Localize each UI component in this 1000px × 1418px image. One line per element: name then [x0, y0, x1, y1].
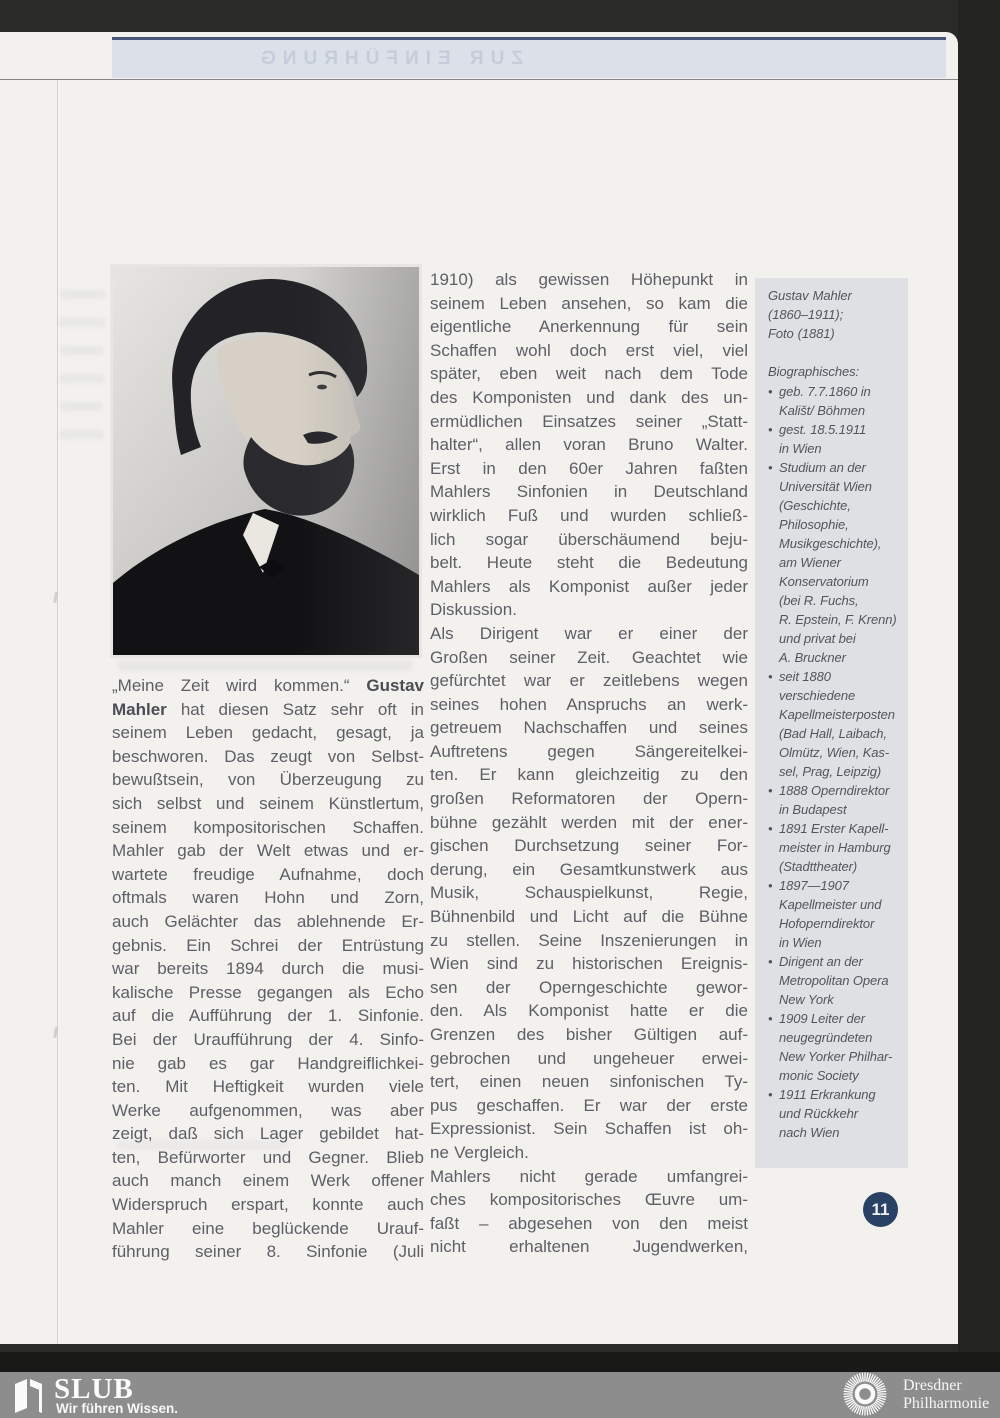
- portrait-illustration: [113, 267, 419, 655]
- philharmonie-wordmark: [903, 1377, 989, 1413]
- header-bleedthrough-band: [112, 37, 946, 78]
- sidebar-bullet-item: • 1911 Erkrankung und Rückkehr nach Wien: [768, 1085, 904, 1142]
- sidebar-panel: [755, 278, 908, 1168]
- sidebar-bullet-item: • gest. 18.5.1911 in Wien: [768, 420, 904, 458]
- bleedthrough-artifact: [58, 318, 106, 327]
- page-number-badge: 11: [863, 1192, 898, 1227]
- article-middle-column: 1910) als gewissen Höhepunkt in seinem Leben ansehen, so kam die eigentliche Anerkennung für sein Schaffen wohl doch erst viel, viel später, eben weit nach dem Tode des Komponisten und dank des un- ermüdlichen Einsatzes seiner „Statt- halter“, allen voran Bruno Walter. Erst in den 60er Jahren faßten Mahlers Sinfonien in Deutschland wirklich Fuß und wurden schließ- lich sogar überschäumend beju- belt. Heute steht die Bedeutung Mahlers als Komponist außer jeder Diskussion. Als Dirigent war er einer der Großen seiner Zeit. Geachtet wie gefürchtet war er zeitlebens wegen seines hohen Anspruchs an werk- getreuem Nachschaffen und seines Auftretens gegen Sängereitelkei- ten. Er kann gleichzeitig zu den großen Reformatoren der Opern- bühne gezählt werden mit der ener- gischen Durchsetzung seiner For- derung, ein Gesamtkunstwerk aus Musik, Schauspielkunst, Regie, Bühnenbild und Licht auf die Bühne zu stellen. Seine Inszenierungen in Wien sind zu historischen Ereignis- sen der Operngeschichte gewor- den. Als Komponist hatte er die Grenzen des bisher Gültigen auf- gebrochen und ungeheuer erwei- tert, einen neuen sinfonischen Ty- pus geschaffen. Er war der erste Expressionist. Sein Schaffen ist oh- ne Vergleich. Mahlers nicht gerade umfangrei- ches kompositorisches Œuvre um- faßt – abgesehen von den meist nicht erhaltenen Jugendwerken,: [430, 270, 748, 1257]
- sidebar-heading: Biographisches:: [768, 364, 859, 379]
- bleedthrough-artifact: [118, 660, 413, 671]
- gustav-mahler-photo: [110, 264, 422, 658]
- mirrored-section-title: ZUR EINFÜHRUNG: [254, 48, 523, 69]
- sidebar-bullet-item: • Dirigent an der Metropolitan Opera New York: [768, 952, 904, 1009]
- page-crease-highlight: [58, 80, 59, 1344]
- sidebar-bullet-item: • 1891 Erster Kapell- meister in Hamburg (Stadttheater): [768, 819, 904, 876]
- philharmonie-line1: Dresdner: [903, 1377, 962, 1394]
- bleedthrough-artifact: [60, 290, 106, 299]
- slub-tagline: Wir führen Wissen.: [56, 1401, 179, 1416]
- bleedthrough-artifact: [60, 402, 103, 411]
- horizontal-rule: [0, 79, 958, 80]
- sidebar-bullet-item: • Studium an der Universität Wien (Geschichte, Philosophie, Musikgeschichte), am Wiener Konservatorium (bei R. Fuchs, R. Epstein, F. Krenn) und privat bei A. Bruckner: [768, 458, 904, 667]
- sidebar-bullet-item: • 1897—1907 Kapellmeister und Hofoperndirektor in Wien: [768, 876, 904, 952]
- photo-caption: Gustav Mahler (1860–1911); Foto (1881): [768, 288, 852, 341]
- bleedthrough-artifact: [59, 430, 104, 439]
- bleedthrough-artifact: [60, 346, 104, 355]
- bleedthrough-artifact: [59, 374, 105, 383]
- sidebar-bullet-item: • seit 1880 verschiedene Kapellmeisterposten (Bad Hall, Laibach, Olmütz, Wien, Kas- sel, Prag, Leipzig): [768, 667, 904, 781]
- slub-wordmark: SLUB: [54, 1373, 134, 1405]
- sidebar-bullet-item: • 1888 Operndirektor in Budapest: [768, 781, 904, 819]
- page-sheet: [0, 32, 958, 1344]
- philharmonie-line2: Philharmonie: [903, 1395, 990, 1412]
- sidebar-bullet-item: • 1909 Leiter der neugegründeten New Yorker Philhar- monic Society: [768, 1009, 904, 1085]
- footer-bar: [0, 1372, 1000, 1418]
- philharmonie-sunburst-icon: [841, 1370, 889, 1418]
- biography-bullet-list: [768, 382, 904, 1142]
- scan-background-right: [958, 0, 1000, 1418]
- article-left-column: „Meine Zeit wird kommen.“ Gustav Mahler hat diesen Satz sehr oft in seinem Leben gedacht, gesagt, ja beschworen. Das zeugt von Selbst- bewußtsein, von Überzeugung zu sich selbst und seinem Künstlertum, seinem kompositorischen Schaffen. Mahler gab der Welt etwas und er- wartete freudige Aufnahme, doch oftmals waren Hohn und Zorn, auch Gelächter das ablehnende Er- gebnis. Ein Schrei der Entrüstung war bereits 1894 durch die musi- kalische Presse gegangen als Echo auf die Aufführung der 1. Sinfonie. Bei der Uraufführung der 4. Sinfo- nie gab es gar Handgreiflichkei- ten. Mit Heftigkeit wurden viele Werke aufgenommen, was aber zeigt, daß sich Lager gebildet hat- ten, Befürworter und Gegner. Blieb auch manch einem Werk offener Widerspruch erspart, konnte auch Mahler eine beglückende Urauf- führung seiner 8. Sinfonie (Juli: [112, 676, 424, 1262]
- sidebar-bullet-item: • geb. 7.7.1860 in Kališt/ Böhmen: [768, 382, 904, 420]
- slub-book-icon: [13, 1377, 45, 1413]
- footer-shadow-strip: [0, 1352, 1000, 1372]
